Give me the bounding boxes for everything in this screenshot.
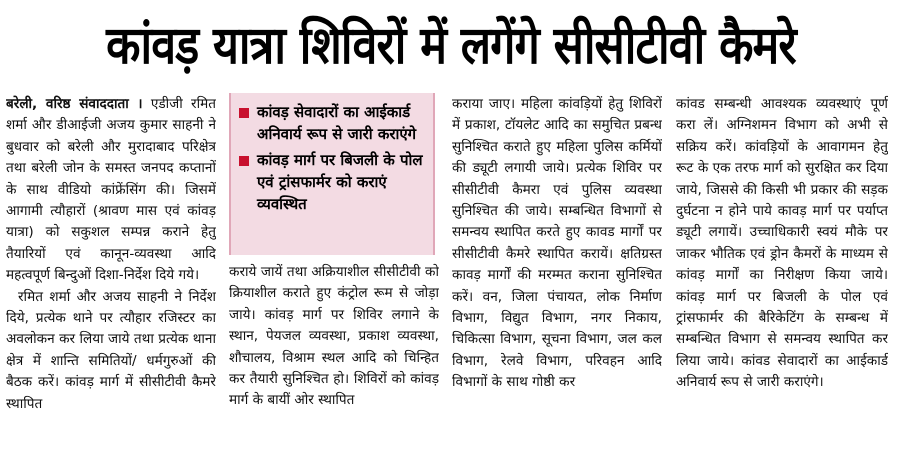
article-column-4 xyxy=(676,94,888,450)
byline: बरेली, वरिष्ठ संवाददाता । xyxy=(6,96,143,112)
article-column-2 xyxy=(229,262,439,450)
highlight-box xyxy=(229,93,435,255)
highlight-text: कांवड़ मार्ग पर बिजली के पोल एवं ट्रांसफार्मर को कराएं व्यवस्थित xyxy=(257,151,423,213)
highlight-item xyxy=(239,101,427,145)
paragraph-1-text: एडीजी रमित शर्मा और डीआईजी अजय कुमार साहनी ने बुधवार को बरेली और मुरादाबाद परिक्षेत्र तथा बरेली जोन के समस्त जनपद कप्तानों के साथ वीडियो कांफ्रेंसिंग की। जिसमें आगामी त्यौहारों (श्रावण मास एवं कांवड़ यात्रा) को सकुशल सम्पन्न कराने हेतु तैयारियों एवं कानून-व्यवस्था आदि महत्वपूर्ण बिन्दुओं दिशा-निर्देश दिये गये। xyxy=(6,96,216,284)
article-paragraph: कराये जायें तथा अक्रियाशील सीसीटीवी को क्रियाशील कराते हुए कंट्रोल रूम से जोड़ा जाये। कांवड़ मार्ग पर शिविर लगाने के स्थान, पेयजल व्यवस्था, प्रकाश व्यवस्था, शौचालय, विश्राम स्थल आदि को चिन्हित कर तैयारी सुनिश्चित हो। शिविरों को कांवड़ मार्ग के बायीं ओर स्थापित xyxy=(229,264,439,409)
article-paragraph-1 xyxy=(6,94,216,287)
bullet-square-icon xyxy=(239,108,249,118)
headline: कांवड़ यात्रा शिविरों में लगेंगे सीसीटीवी कैमरे xyxy=(106,15,797,76)
highlight-text: कांवड़ सेवादारों का आईकार्ड अनिवार्य रूप से जारी कराएंगे xyxy=(257,103,417,143)
article-column-1 xyxy=(6,94,216,450)
article-paragraph: कांवड सम्बन्धी आवश्यक व्यवस्थाएं पूर्ण करा लें। अग्निशमन विभाग को अभी से सक्रिय करें। कांवड़ियों के आवागमन हेतु रूट के एक तरफ मार्ग को सुरक्षित कर दिया जाये, जिससे की किसी भी प्रकार की सड़क दुर्घटना न होने पाये कावड़ मार्ग पर पर्याप्त ड्यूटी लगायें। उच्चाधिकारी स्वयं मौके पर जाकर भौतिक एवं ड्रोन कैमरों के माध्यम से कांवड़ मार्गों का निरीक्षण किया जाये। कांवड़ मार्ग पर बिजली के पोल एवं ट्रांसफार्मर की बैरिकेटिंग के सम्बन्ध में सम्बन्धित विभाग से समन्वय स्थापित कर लिया जाये। कांवड सेवादारों का आईकार्ड अनिवार्य रूप से जारी कराएंगे। xyxy=(676,96,888,391)
bullet-square-icon xyxy=(239,156,249,166)
article-paragraph: कराया जाए। महिला कांवड़ियों हेतु शिविरों में प्रकाश, टॉयलेट आदि का समुचित प्रबन्ध सुनिश्चित कराते हुए महिला पुलिस कर्मियों की ड्यूटी लगायी जाये। प्रत्येक शिविर पर सीसीटीवी कैमरा एवं पुलिस व्यवस्था सुनिश्चित की जाये। सम्बन्धित विभागों से समन्वय स्थापित करते हुए कावड मार्गों पर सीसीटीवी कैमरे स्थापित करायें। क्षतिग्रस्त कावड़ मार्गों की मरम्मत कराना सुनिश्चित करें। वन, जिला पंचायत, लोक निर्माण विभाग, विद्युत विभाग, नगर निकाय, चिकित्सा विभाग, सूचना विभाग, जल कल विभाग, रेलवे विभाग, परिवहन आदि विभागों के साथ गोष्ठी कर xyxy=(452,96,662,391)
highlight-item xyxy=(239,149,427,215)
article-paragraph-2: रमित शर्मा और अजय साहनी ने निर्देश दिये, प्रत्येक थाने पर त्यौहार रजिस्टर का अवलोकन कर लिया जाये तथा प्रत्येक थाना क्षेत्र में शान्ति समितियों/ धर्मगुरुओं की बैठक करें। कांवड़ मार्ग में सीसीटीवी कैमरे स्थापित xyxy=(6,288,216,412)
headline-banner xyxy=(0,0,903,86)
article-column-3 xyxy=(452,94,662,450)
